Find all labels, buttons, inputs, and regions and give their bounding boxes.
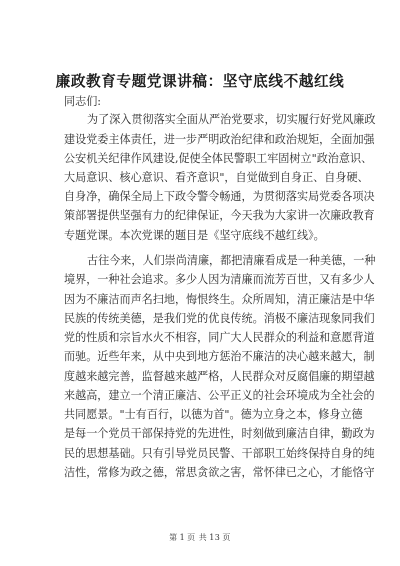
footer-suffix: 页	[222, 533, 231, 542]
paragraph-1-line-4: 大局意识、核心意识、看齐意识"，自觉做到自身正、自身硬、	[64, 171, 369, 184]
paragraph-2-line-1: 古往今来，人们崇尚清廉，都把清廉看成是一种美德，一种	[87, 254, 376, 267]
paragraph-2-line-8: 来越高，建立一个清正廉洁、公平正义的社会环境成为全社会的	[64, 389, 375, 402]
footer-middle: 页 共	[187, 533, 208, 542]
paragraph-1-line-3: 公安机关纪律作风建设,促使全体民警职工牢固树立"政治意识、	[64, 152, 373, 165]
page-footer	[0, 532, 400, 543]
paragraph-2-line-4: 民族的传统美德，是我们党的优良传统。消极不廉洁现象同我们	[64, 312, 375, 325]
paragraph-2-line-2: 境界，一种社会追求。多少人因为清廉而流芳百世，又有多少人	[64, 273, 375, 286]
paragraph-2-line-9: 共同愿景。"士有百行，以德为首"。德为立身之本，修身立德	[64, 408, 363, 421]
paragraph-1-line-6: 策部署提供坚强有力的纪律保证，今天我为大家讲一次廉政教育	[64, 209, 375, 222]
paragraph-1-line-2: 建设党委主体责任，进一步严明政治纪律和政治规矩，全面加强	[64, 133, 375, 146]
document-title: 廉政教育专题党课讲稿：坚守底线不越红线	[55, 73, 345, 90]
paragraph-2-line-6: 而驰。近些年来，从中央到地方惩治不廉洁的决心越来越大，制	[64, 350, 375, 363]
paragraph-1-line-1: 为了深入贯彻落实全面从严治党要求，切实履行好党风廉政	[87, 113, 376, 126]
paragraph-2-line-10: 是每一个党员干部保持党的先进性，时刻做到廉洁自律，勤政为	[64, 427, 375, 440]
salutation: 同志们:	[64, 95, 102, 108]
footer-prefix: 第	[169, 533, 178, 542]
paragraph-2-line-7: 度越来越完善，监督越来越严格，人民群众对反腐倡廉的期望越	[64, 370, 375, 383]
footer-total-pages: 13	[209, 533, 221, 542]
paragraph-1-line-7: 专题党课。本次党课的题目是《坚守底线不越红线》。	[64, 229, 325, 242]
paragraph-2-line-3: 因为不廉洁而声名扫地，悔恨终生。众所周知，清正廉洁是中华	[64, 293, 375, 306]
paragraph-2-line-5: 党的性质和宗旨水火不相容，同广大人民群众的利益和意愿背道	[64, 331, 375, 344]
paragraph-2-line-12: 洁性，常修为政之德，常思贪欲之害，常怀律已之心，才能恪守	[64, 466, 375, 479]
paragraph-1-line-5: 自身净，确保全局上下政令警令畅通，为贯彻落实局党委各项决	[64, 190, 375, 203]
paragraph-2-line-11: 民的思想基础。只有引导党员民警、干部职工始终保持自身的纯	[64, 447, 375, 460]
footer-page-number: 1	[179, 533, 186, 542]
